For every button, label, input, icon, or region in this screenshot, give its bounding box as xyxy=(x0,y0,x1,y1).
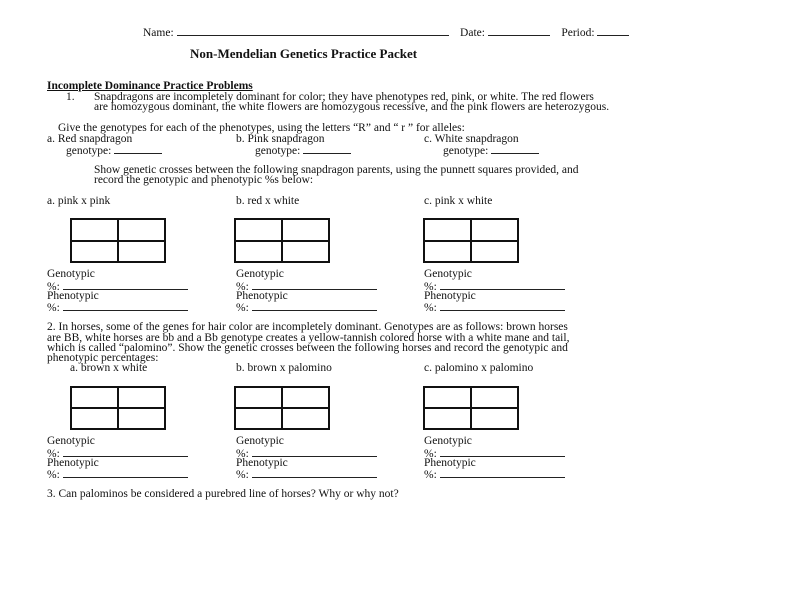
option-c-letter: c. xyxy=(424,133,432,145)
cross2b-pct2: %: xyxy=(236,467,377,482)
answer-blank[interactable] xyxy=(63,446,188,457)
header xyxy=(143,25,629,40)
cross1a-genotypic: Genotypic xyxy=(47,268,95,280)
q1-text-line1: Snapdragons are incompletely dominant for color; they have phenotypes red, pink, or white. The red flowers xyxy=(94,91,594,103)
cross1b-pct2: %: xyxy=(236,300,377,315)
cross-prompt-line1: Show genetic crosses between the following snapdragon parents, using the punnett squares provided, and xyxy=(94,164,579,176)
q2-line1: 2. In horses, some of the genes for hair color are incompletely dominant. Genotypes are as follows: brown horses xyxy=(47,321,568,333)
option-a-blank[interactable] xyxy=(114,143,162,154)
cross2b-pct1: %: xyxy=(236,446,377,461)
date-label: Date: xyxy=(460,27,485,39)
option-a-field: genotype: xyxy=(66,145,112,157)
date-blank[interactable] xyxy=(488,25,550,36)
answer-blank[interactable] xyxy=(440,467,565,478)
section-heading: Incomplete Dominance Practice Problems xyxy=(47,80,253,92)
cross1c-genotypic: Genotypic xyxy=(424,268,472,280)
answer-blank[interactable] xyxy=(440,300,565,311)
cross1a-label: a. pink x pink xyxy=(47,195,111,207)
page-title: Non-Mendelian Genetics Practice Packet xyxy=(190,46,418,61)
option-b-label: Pink snapdragon xyxy=(247,133,325,145)
answer-blank[interactable] xyxy=(252,467,377,478)
option-a-label: Red snapdragon xyxy=(57,133,133,145)
punnett-square[interactable] xyxy=(234,386,330,430)
cross2c-genotypic: Genotypic xyxy=(424,435,472,447)
cross1c-phenotypic: Phenotypic xyxy=(424,290,476,302)
cross1b-phenotypic: Phenotypic xyxy=(236,290,288,302)
answer-blank[interactable] xyxy=(63,279,188,290)
option-a-letter: a. xyxy=(47,133,55,145)
cross2b-genotypic: Genotypic xyxy=(236,435,284,447)
cross2a-pct2: %: xyxy=(47,467,188,482)
option-c-blank[interactable] xyxy=(491,143,539,154)
punnett-square[interactable] xyxy=(70,218,166,263)
cross1a-phenotypic: Phenotypic xyxy=(47,290,99,302)
option-c-label: White snapdragon xyxy=(434,133,519,145)
period-label: Period: xyxy=(561,27,595,39)
q2-line4: phenotypic percentages: xyxy=(47,352,159,364)
cross1a-pct1: %: xyxy=(47,279,188,294)
cross2a-phenotypic: Phenotypic xyxy=(47,457,99,469)
cross2a-pct1: %: xyxy=(47,446,188,461)
q1-text-line2: are homozygous dominant, the white flowers are homozygous recessive, and the pink flowers are heterozygous. xyxy=(94,101,610,113)
q3-text: 3. Can palominos be considered a purebred line of horses? Why or why not? xyxy=(47,488,399,500)
answer-blank[interactable] xyxy=(440,279,565,290)
cross2b-label: b. brown x palomino xyxy=(236,362,332,374)
answer-blank[interactable] xyxy=(252,446,377,457)
cross-prompt-line2: record the genotypic and phenotypic %s below: xyxy=(94,174,314,186)
cross1c-label: c. pink x white xyxy=(424,195,493,207)
genotype-prompt: Give the genotypes for each of the phenotypes, using the letters “R” and “ r ” for alleles: xyxy=(58,122,465,134)
option-b-blank[interactable] xyxy=(303,143,351,154)
q2-line2: are BB, white horses are bb and a Bb genotype creates a yellow-tannish colored horse with a white mane and tail, xyxy=(47,332,570,344)
cross2a-genotypic: Genotypic xyxy=(47,435,95,447)
answer-blank[interactable] xyxy=(440,446,565,457)
option-c-genotype xyxy=(443,143,539,158)
name-blank[interactable] xyxy=(177,25,449,36)
cross2a-label: a. brown x white xyxy=(70,362,148,374)
cross1c-pct1: %: xyxy=(424,279,565,294)
answer-blank[interactable] xyxy=(63,467,188,478)
answer-blank[interactable] xyxy=(63,300,188,311)
cross1b-label: b. red x white xyxy=(236,195,300,207)
cross2b-phenotypic: Phenotypic xyxy=(236,457,288,469)
name-label: Name: xyxy=(143,27,174,39)
option-b-letter: b. xyxy=(236,133,245,145)
cross2c-pct1: %: xyxy=(424,446,565,461)
option-c-field: genotype: xyxy=(443,145,489,157)
answer-blank[interactable] xyxy=(252,300,377,311)
cross2c-label: c. palomino x palomino xyxy=(424,362,534,374)
cross2c-phenotypic: Phenotypic xyxy=(424,457,476,469)
cross1b-pct1: %: xyxy=(236,279,377,294)
q1-number: 1. xyxy=(66,91,75,103)
q2-line3: which is called “palomino”. Show the genetic crosses between the following horses and record the genotypic and xyxy=(47,342,568,354)
punnett-square[interactable] xyxy=(70,386,166,430)
option-a-genotype xyxy=(66,143,162,158)
punnett-square[interactable] xyxy=(423,218,519,263)
option-b-genotype xyxy=(255,143,351,158)
cross1c-pct2: %: xyxy=(424,300,565,315)
cross1b-genotypic: Genotypic xyxy=(236,268,284,280)
cross1a-pct2: %: xyxy=(47,300,188,315)
period-blank[interactable] xyxy=(597,25,629,36)
punnett-square[interactable] xyxy=(234,218,330,263)
option-b-field: genotype: xyxy=(255,145,301,157)
answer-blank[interactable] xyxy=(252,279,377,290)
punnett-square[interactable] xyxy=(423,386,519,430)
cross2c-pct2: %: xyxy=(424,467,565,482)
